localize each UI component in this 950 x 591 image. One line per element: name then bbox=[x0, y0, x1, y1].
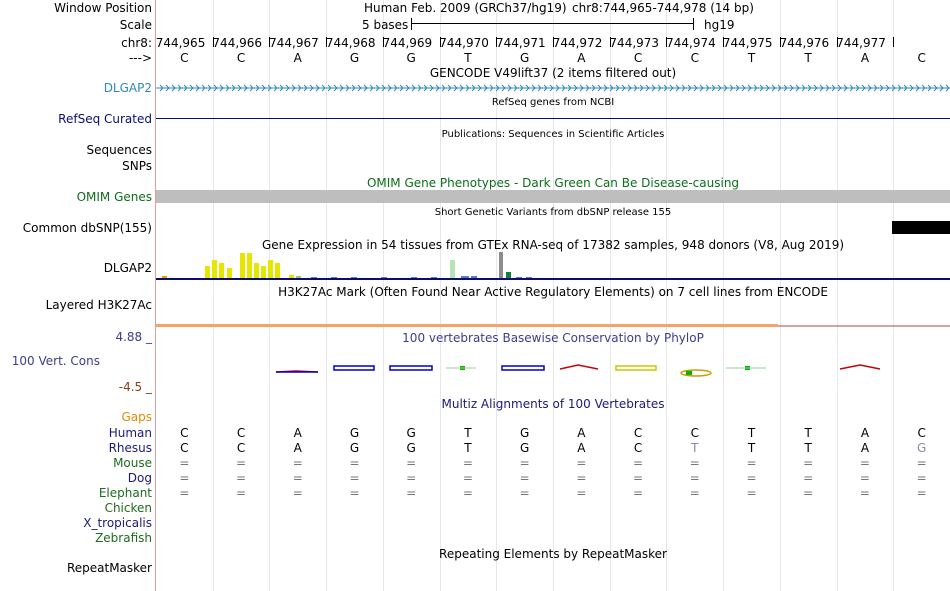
aligned-base: = bbox=[689, 486, 700, 500]
aligned-base: C bbox=[236, 426, 246, 440]
aligned-base: = bbox=[859, 471, 870, 485]
reference-base: C bbox=[690, 51, 699, 65]
strand-arrow-label: ---> bbox=[128, 51, 152, 65]
aligned-base: G bbox=[406, 441, 416, 455]
h3k27ac-signal[interactable] bbox=[156, 323, 950, 329]
omim-feature[interactable] bbox=[156, 190, 950, 203]
h3k27ac-track-title: H3K27Ac Mark (Often Found Near Active Regulatory Elements) on 7 cell lines from ENCODE bbox=[278, 285, 828, 299]
aligned-base: = bbox=[916, 471, 927, 485]
reference-base: C bbox=[236, 51, 246, 65]
aligned-base: G bbox=[519, 441, 530, 455]
position-label: 744,971 bbox=[496, 36, 546, 50]
aligned-base: = bbox=[576, 456, 587, 470]
aligned-base: C bbox=[180, 426, 189, 440]
aligned-base: A bbox=[860, 441, 870, 455]
aligned-base: T bbox=[747, 426, 756, 440]
reference-base: A bbox=[577, 51, 586, 65]
reference-base: T bbox=[747, 51, 756, 65]
species-human[interactable]: Human bbox=[108, 426, 152, 440]
aligned-base: = bbox=[746, 456, 757, 470]
reference-base: G bbox=[519, 51, 530, 65]
reference-base: C bbox=[917, 51, 926, 65]
omim-track-label[interactable]: OMIM Genes bbox=[76, 190, 152, 204]
aligned-base: = bbox=[406, 456, 417, 470]
aligned-base: = bbox=[859, 456, 870, 470]
position-label: 744,977 bbox=[836, 36, 886, 50]
refseq-track-label[interactable]: RefSeq Curated bbox=[58, 112, 152, 126]
aligned-base: = bbox=[803, 486, 814, 500]
aligned-base: = bbox=[349, 471, 360, 485]
multiz-track-title: Multiz Alignments of 100 Vertebrates bbox=[441, 397, 665, 411]
aligned-base: = bbox=[406, 471, 417, 485]
refseq-feature[interactable] bbox=[156, 118, 950, 119]
gaps-label: Gaps bbox=[121, 410, 152, 424]
position-label: 744,969 bbox=[382, 36, 433, 50]
aligned-base: = bbox=[179, 486, 190, 500]
gencode-track-title: GENCODE V49lift37 (2 items filtered out) bbox=[429, 66, 677, 80]
position-label: 744,974 bbox=[666, 36, 716, 50]
reference-base: A bbox=[860, 51, 870, 65]
phylop-min-label: -4.5 _ bbox=[118, 380, 152, 394]
aligned-base: = bbox=[292, 486, 303, 500]
publications-track-title: Publications: Sequences in Scientific Articles bbox=[441, 129, 665, 140]
aligned-base: = bbox=[689, 471, 700, 485]
phylop-conservation-logo[interactable] bbox=[156, 360, 950, 382]
dbsnp-track-label[interactable]: Common dbSNP(155) bbox=[22, 221, 152, 235]
aligned-base: C bbox=[180, 441, 189, 455]
aligned-base: G bbox=[519, 426, 530, 440]
aligned-base: = bbox=[519, 471, 530, 485]
position-label: 744,976 bbox=[779, 36, 830, 50]
reference-base: T bbox=[464, 51, 472, 65]
aligned-base: = bbox=[746, 486, 757, 500]
aligned-base: = bbox=[349, 456, 360, 470]
species-zebrafish[interactable]: Zebrafish bbox=[95, 531, 152, 545]
aligned-base: C bbox=[690, 426, 699, 440]
scale-label: Scale bbox=[119, 18, 152, 32]
aligned-base: T bbox=[464, 441, 472, 455]
region-title: chr8:744,965-744,978 (14 bp) bbox=[572, 1, 754, 15]
phylop-track-title: 100 vertebrates Basewise Conservation by PhyloP bbox=[402, 331, 704, 345]
aligned-base: A bbox=[577, 426, 586, 440]
species-chicken[interactable]: Chicken bbox=[104, 501, 152, 515]
aligned-base: = bbox=[689, 456, 700, 470]
aligned-base: G bbox=[349, 441, 360, 455]
aligned-base: = bbox=[179, 471, 190, 485]
species-rhesus[interactable]: Rhesus bbox=[108, 441, 152, 455]
aligned-base: = bbox=[519, 456, 530, 470]
aligned-base: T bbox=[747, 441, 756, 455]
ruler-tick bbox=[893, 37, 894, 47]
assembly-title: Human Feb. 2009 (GRCh37/hg19) bbox=[364, 1, 567, 15]
snps-track-label[interactable]: SNPs bbox=[122, 159, 152, 173]
position-label: 744,966 bbox=[212, 36, 263, 50]
position-label: 744,967 bbox=[269, 36, 319, 50]
reference-base: G bbox=[349, 51, 360, 65]
aligned-base: = bbox=[633, 486, 644, 500]
scale-db-label: hg19 bbox=[704, 18, 735, 32]
species-elephant[interactable]: Elephant bbox=[98, 486, 152, 500]
gtex-track-label[interactable]: DLGAP2 bbox=[103, 261, 152, 275]
aligned-base: = bbox=[462, 471, 473, 485]
aligned-base: C bbox=[633, 426, 643, 440]
chromosome-label: chr8: bbox=[121, 36, 152, 50]
aligned-base: = bbox=[179, 456, 190, 470]
gtex-track-title: Gene Expression in 54 tissues from GTEx RNA-seq of 17382 samples, 948 donors (V8, Aug 2019) bbox=[261, 238, 845, 252]
publications-track-label[interactable]: Sequences bbox=[86, 143, 152, 157]
h3k27ac-track-label[interactable]: Layered H3K27Ac bbox=[45, 298, 152, 312]
window-position-label: Window Position bbox=[54, 1, 152, 15]
aligned-base: T bbox=[804, 426, 812, 440]
aligned-base: G bbox=[349, 426, 360, 440]
aligned-base: G bbox=[406, 426, 416, 440]
aligned-base: = bbox=[746, 471, 757, 485]
aligned-base: = bbox=[292, 456, 303, 470]
dbsnp-variant[interactable] bbox=[892, 221, 950, 234]
omim-track-title: OMIM Gene Phenotypes - Dark Green Can Be Disease-causing bbox=[366, 176, 740, 190]
aligned-base: T bbox=[804, 441, 812, 455]
aligned-base: A bbox=[860, 426, 870, 440]
aligned-base: = bbox=[916, 456, 927, 470]
aligned-base: = bbox=[633, 456, 644, 470]
aligned-base: = bbox=[519, 486, 530, 500]
repeatmasker-track-label[interactable]: RepeatMasker bbox=[66, 561, 152, 575]
aligned-base: A bbox=[293, 441, 302, 455]
aligned-base: = bbox=[576, 471, 587, 485]
aligned-base: G bbox=[916, 441, 927, 455]
reference-base: G bbox=[406, 51, 416, 65]
aligned-base: = bbox=[803, 471, 814, 485]
position-label: 744,972 bbox=[552, 36, 603, 50]
aligned-base: = bbox=[349, 486, 360, 500]
position-label: 744,968 bbox=[325, 36, 376, 50]
aligned-base: = bbox=[406, 486, 417, 500]
scale-bar-label: 5 bases bbox=[362, 18, 409, 32]
species-dog[interactable]: Dog bbox=[127, 471, 152, 485]
aligned-base: = bbox=[462, 486, 473, 500]
position-label: 744,970 bbox=[439, 36, 489, 50]
reference-base: T bbox=[804, 51, 812, 65]
aligned-base: = bbox=[576, 486, 587, 500]
position-label: 744,965 bbox=[155, 36, 206, 50]
refseq-track-title: RefSeq genes from NCBI bbox=[491, 97, 615, 108]
repeatmasker-track-title: Repeating Elements by RepeatMasker bbox=[439, 547, 667, 561]
aligned-base: T bbox=[691, 441, 699, 455]
scale-bar bbox=[411, 18, 694, 30]
reference-base: A bbox=[293, 51, 302, 65]
gencode-dlgap2-feature[interactable] bbox=[156, 82, 950, 94]
aligned-base: = bbox=[462, 456, 473, 470]
gencode-track-label[interactable]: DLGAP2 bbox=[103, 81, 152, 95]
aligned-base: A bbox=[293, 426, 302, 440]
position-label: 744,973 bbox=[609, 36, 660, 50]
aligned-base: = bbox=[803, 456, 814, 470]
aligned-base: C bbox=[236, 441, 246, 455]
aligned-base: = bbox=[236, 471, 247, 485]
aligned-base: A bbox=[577, 441, 586, 455]
aligned-base: = bbox=[859, 486, 870, 500]
reference-base: C bbox=[633, 51, 643, 65]
gtex-expression-bars[interactable] bbox=[156, 250, 950, 282]
phylop-max-label: 4.88 _ bbox=[115, 330, 152, 344]
aligned-base: = bbox=[236, 456, 247, 470]
aligned-base: C bbox=[633, 441, 643, 455]
aligned-base: = bbox=[916, 486, 927, 500]
aligned-base: = bbox=[236, 486, 247, 500]
reference-base: C bbox=[180, 51, 189, 65]
aligned-base: = bbox=[292, 471, 303, 485]
aligned-base: = bbox=[633, 471, 644, 485]
track-labels bbox=[0, 0, 155, 591]
position-label: 744,975 bbox=[722, 36, 773, 50]
dbsnp-track-title: Short Genetic Variants from dbSNP release 155 bbox=[434, 207, 672, 218]
species-x-tropicalis[interactable]: X_tropicalis bbox=[83, 516, 152, 530]
species-mouse[interactable]: Mouse bbox=[113, 456, 152, 470]
aligned-base: T bbox=[464, 426, 472, 440]
vert-cons-track-label[interactable]: 100 Vert. Cons bbox=[11, 354, 100, 368]
aligned-base: C bbox=[917, 426, 926, 440]
